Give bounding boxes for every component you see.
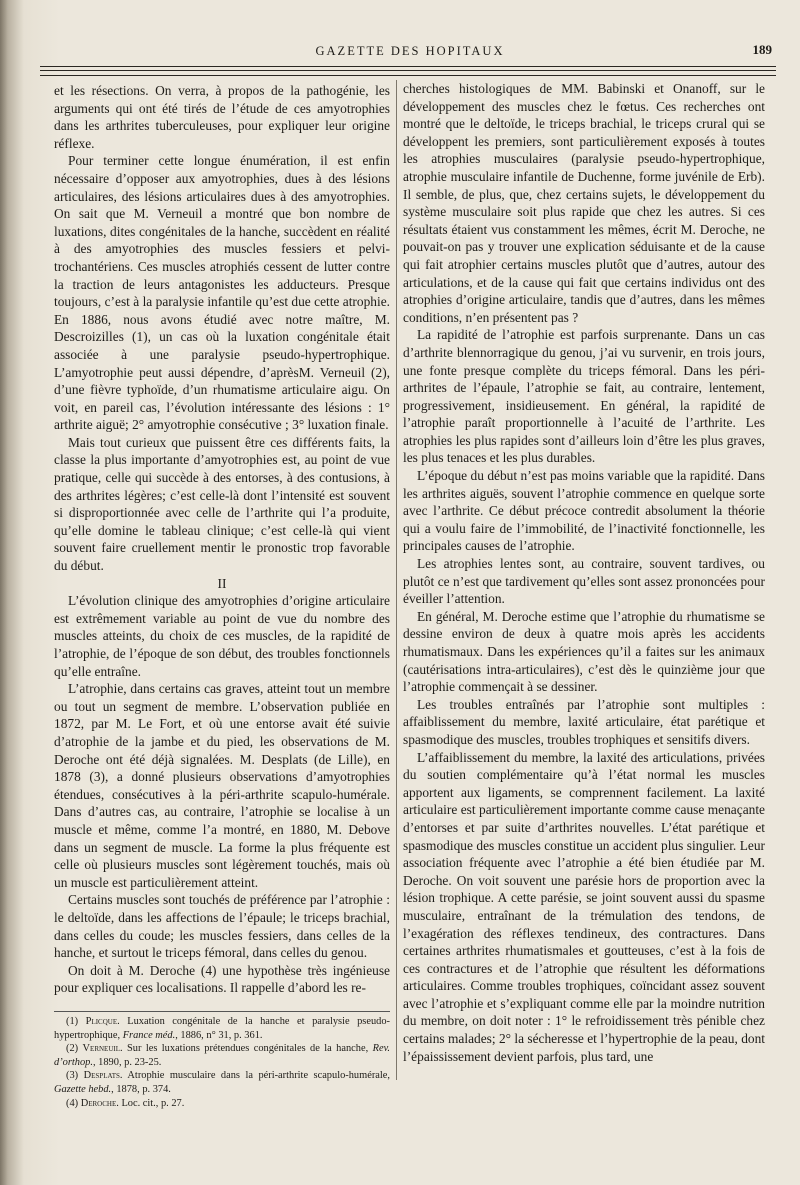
footnote-rule bbox=[54, 1011, 390, 1012]
paragraph: On doit à M. Deroche (4) une hypothèse très ingénieuse pour expliquer ces localisations. Il rappelle d’abord les re- bbox=[54, 962, 390, 996]
right-column bbox=[403, 80, 765, 1065]
paragraph: L’époque du début n’est pas moins variable que la rapidité. Dans les arthrites aiguës, souvent l’atrophie commence en quelque sorte avec l’arthrite. Ce début précoce contredit absolument la théorie qui a voulu faire de l’immobilité, de l’inactivité fonctionnelle, les principales causes de l’atrophie. bbox=[403, 468, 765, 554]
footnote: (1) Plicque. Luxation congénitale de la hanche et paralysie pseudo-hypertrophique, France méd., 1886, n° 31, p. 361. bbox=[54, 1016, 391, 1041]
page-number: 189 bbox=[752, 42, 772, 57]
paragraph: La rapidité de l’atrophie est parfois surprenante. Dans un cas d’arthrite blennorragique du genou, j’ai vu survenir, en trois jours, une fonte presque complète du triceps fémoral. Dans les péri-arthrites de l’épaule, l’atrophie se fait, au contraire, lentement, progressivement, insidieusement. En général, la rapidité de l’atrophie paraît proportionnelle à l’acuité de l’arthrite. Les atrophies les plus rapides sont d’ailleurs loin d’être les plus graves, les plus tenaces et les plus durables. bbox=[403, 327, 765, 466]
footnote: (3) Desplats. Atrophie musculaire dans la péri-arthrite scapulo-humérale, Gazette hebd., 1878, p. 374. bbox=[54, 1070, 390, 1095]
header-rule bbox=[40, 70, 776, 71]
left-column bbox=[54, 82, 390, 997]
header-rule bbox=[40, 75, 776, 76]
paragraph: et les résections. On verra, à propos de la pathogénie, les arguments qui ont été tirés de l’étude de ces amyotrophies dans les arthrites tuberculeuses, pour expliquer leur origine réflexe. bbox=[54, 83, 390, 151]
paragraph: En général, M. Deroche estime que l’atrophie du rhumatisme se dessine environ de deux à quatre mois après les accidents rhumatismaux. Dans les expériences qu’il a faites sur les animaux (cautérisations intra-articulaires), c’est dès le quinzième jour que l’atrophie commençait à se dessiner. bbox=[403, 608, 765, 695]
paragraph: Les troubles entraînés par l’atrophie sont multiples : affaiblissement du membre, laxité articulaire, état parétique et spasmodique des muscles, troubles trophiques et sensitifs divers. bbox=[403, 696, 765, 747]
page-header bbox=[40, 44, 780, 64]
paragraph: L’affaiblissement du membre, la laxité des articulations, privées du soutien complémentaire qu’à l’état normal les muscles apportent aux ligaments, se comprennent facilement. La laxité articulaire est particulièrement importante comme cause menaçante d’entorses et par suite d’arthrites nouvelles. L’état parétique et spasmodique des muscles constitue un accident plus singulier. Leur association fréquente avec l’atrophie a été bien étudiée par M. Deroche. On voit souvent une parésie hors de proportion avec la lésion trophique. A cette parésie, se joint souvent aussi du spasme musculaire, entraînant de la trémulation des tendons, de l’exagération des réflexes tendineux, des contractures. Dans certaines arthrites rhumatismales et goutteuses, c’est à la fois de ces contractures et de l’atrophie que résultent les déformations articulaires. Comme troubles trophiques, coïncidant assez souvent avec l’atrophie et s’expliquant comme elle par la moindre nutrition du membre, on doit noter : 1° le refroidissement très pénible chez certains malades; 2° la sécheresse et l’hypertrophie de la peau, dont l’épaississement devient parfois, plus tard, une bbox=[403, 749, 765, 1064]
footnote: (2) Verneuil. Sur les luxations prétendues congénitales de la hanche, Rev. d’orthop., 1890, p. 23-25. bbox=[54, 1043, 391, 1068]
column-divider bbox=[396, 80, 397, 1080]
paragraph: Pour terminer cette longue énumération, il est enfin nécessaire d’opposer aux amyotrophies, dues à des lésions articulaires, des lésions articulaires dues à des amyotrophies. On sait que M. Verneuil a montré que bon nombre de luxations, dites congénitales de la hanche, succèdent en réalité à des amyotrophies des muscles fessiers et pelvi-trochantériens. Ces muscles atrophiés cessent de lutter contre la traction de leurs antagonistes les adducteurs. Presque toujours, c’est à la paralysie infantile qu’est due cette atrophie. En 1886, nous avons étudié avec notre maître, M. Descroizilles (1), un cas où la luxation congénitale était associée à une paralysie pseudo-hypertrophique. L’amyotrophie peut aussi dépendre, d’aprèsM. Verneuil (2), d’une fièvre typhoïde, d’un rhumatisme articulaire aigu. On voit, en pareil cas, l’évolution intéressante des lésions : 1° arthrite aiguë; 2° amyotrophie consécutive ; 3° luxation finale. bbox=[54, 153, 390, 433]
paragraph: cherches histologiques de MM. Babinski et Onanoff, sur le développement des muscles chez le fœtus. Ces recherches ont montré que le deltoïde, le triceps brachial, le triceps crural qui se développent les premiers, sont particulièrement exposés à toutes les atrophies musculaires (paralysie pseudo-hypertrophique, atrophie musculaire infantile de Duchenne, forme juvénile de Erb). Il semble, de plus, que, chez certains sujets, le développement du système musculaire soit plus rapide que chez les autres. Si ces résultats étaient vus constamment les mêmes, écrit M. Deroche, ne pouvait-on pas y trouver une explication séduisante et de la cause qui fait atrophier certains muscles plutôt que d’autres, autour des articulations, et de la cause qui fait que certains individus ont des atrophies d’origine articulaire, tandis que d’autres, dans les mêmes conditions, n’en présentent pas ? bbox=[403, 81, 765, 325]
paragraph: Mais tout curieux que puissent être ces différents faits, la classe la plus importante d’amyotrophies est, au point de vue pratique, celle qui succède à des entorses, à des contusions, à des arthrites légères; c’est celle-là dont l’intensité est souvent si disproportionnée avec celle de l’arthrite qui l’a produite, qu’elle domine le tableau clinique; c’est celle-là qui vient souvent faire cruellement mentir le pronostic trop favorable du début. bbox=[54, 434, 390, 574]
paragraph: Certains muscles sont touchés de préférence par l’atrophie : le deltoïde, dans les affections de l’épaule; le triceps brachial, dans celles du coude; les muscles fessiers, dans celles de la hanche, et surtout le triceps fémoral, dans celles du genou. bbox=[54, 892, 390, 961]
journal-title: GAZETTE DES HOPITAUX bbox=[315, 44, 505, 58]
footnotes bbox=[54, 1015, 390, 1110]
paragraph: L’atrophie, dans certains cas graves, atteint tout un membre ou tout un segment de membre. L’observation publiée en 1872, par M. Le Fort, et où une entorse avait été suivie d’atrophie de la jambe et du pied, les observations de M. Deroche ont été déjà signalées. M. Desplats (de Lille), en 1878 (3), a donné plusieurs observations d’amyotrophies étendues, consécutives à la péri-arthrite scapulo-humérale. Dans d’autres cas, au contraire, l’atrophie se localise à un muscle et même, comme l’a montré, en 1880, M. Debove dans un segment de muscle. La forme la plus fréquente est celle où plusieurs muscles sont légèrement touchés, mais où un muscle est particulièrement atteint. bbox=[54, 681, 390, 890]
footnote: (4) Deroche. Loc. cit., p. 27. bbox=[66, 1097, 185, 1109]
header-rule bbox=[40, 66, 776, 67]
paragraph: L’évolution clinique des amyotrophies d’origine articulaire est extrêmement variable au point de vue du nombre des muscles atteints, du choix de ces muscles, de la rapidité de l’atrophie, de l’époque de son début, des troubles fonctionnels qu’elle entraîne. bbox=[54, 593, 390, 679]
paragraph: Les atrophies lentes sont, au contraire, souvent tardives, ou plutôt ce n’est que tardivement qu’elles sont assez prononcées pour éveiller l’attention. bbox=[403, 556, 765, 607]
section-number: II bbox=[217, 575, 227, 591]
